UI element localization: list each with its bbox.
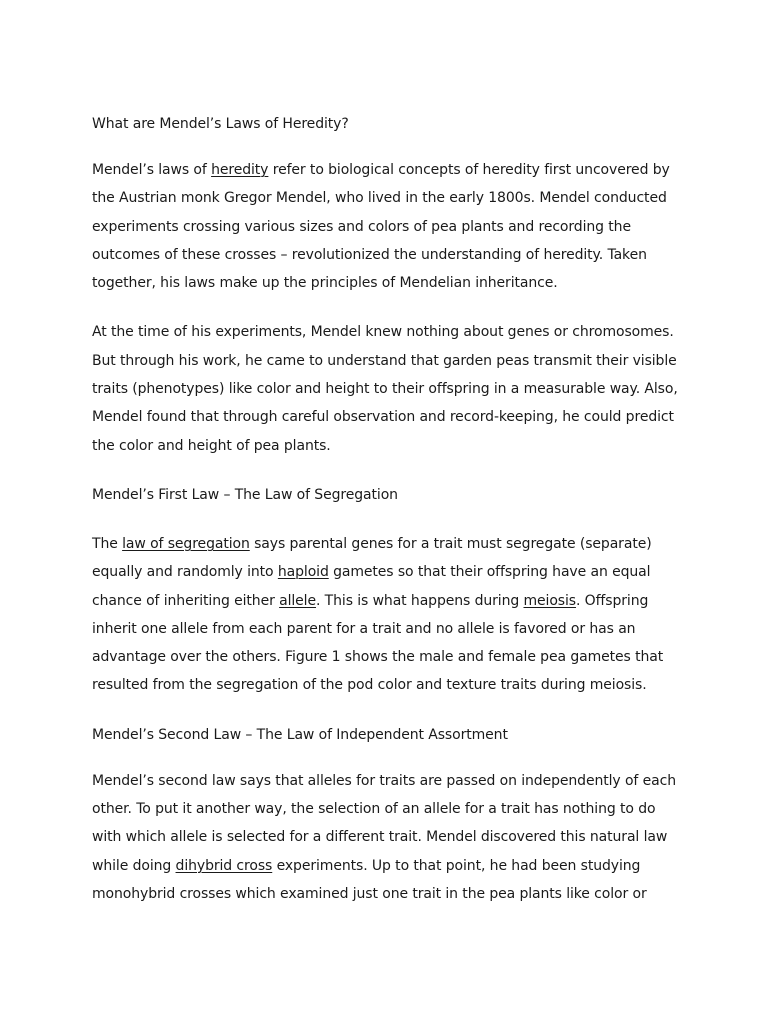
- paragraph-text: experiments. Up to that point, he had been studying monohybrid crosses which examined just one trait in the pea plants like color or: [92, 857, 647, 902]
- law-of-segregation-link[interactable]: law of segregation: [122, 535, 250, 552]
- document-title: What are Mendel’s Laws of Heredity?: [92, 116, 349, 132]
- section-heading-second-law: Mendel’s Second Law – The Law of Independent Assortment: [92, 726, 508, 743]
- document-body: [92, 110, 682, 908]
- paragraph-experiments: [92, 318, 682, 459]
- paragraph-independent-assortment: [92, 767, 682, 908]
- paragraph-text: Mendel’s second law says that alleles for traits are passed on independently of each other. To put it another way, the selection of an allele for a trait has nothing to do with which allele is selected for a different trait. Mendel discovered this natural law while doing: [92, 772, 676, 874]
- paragraph-segregation: [92, 530, 682, 700]
- dihybrid-cross-link[interactable]: dihybrid cross: [175, 857, 273, 874]
- haploid-link[interactable]: haploid: [277, 564, 329, 581]
- paragraph-text: gametes so that their offspring have an equal chance of inheriting either: [92, 564, 651, 609]
- allele-link[interactable]: allele: [279, 592, 316, 609]
- paragraph-text: At the time of his experiments, Mendel knew nothing about genes or chromosomes. But through his work, he came to understand that garden peas transmit their visible traits (phenotypes) like color and height to their offspring in a measurable way. Also, Mendel found that through careful observation and record-keeping, he could predict the color and height of pea plants.: [92, 324, 678, 454]
- meiosis-link[interactable]: meiosis: [523, 592, 576, 609]
- heredity-link[interactable]: heredity: [211, 162, 269, 178]
- paragraph-text: . This is what happens during: [315, 592, 524, 609]
- paragraph-text: refer to biological concepts of heredity first uncovered by the Austrian monk Gregor Mendel, who lived in the early 1800s. Mendel conducted experiments crossing various sizes and colors of pea plants and recording the outcomes of these crosses – revolutionized the understanding of heredity. Taken together, his laws make up the principles of Mendelian inheritance.: [92, 162, 670, 292]
- paragraph-intro: [92, 156, 682, 297]
- section-heading-first-law: Mendel’s First Law – The Law of Segregation: [92, 486, 398, 503]
- paragraph-text: The: [92, 535, 123, 552]
- paragraph-text: Mendel’s laws of: [92, 162, 212, 178]
- paragraph-text: says parental genes for a trait must segregate (separate) equally and randomly into: [92, 535, 652, 581]
- paragraph-text: . Offspring inherit one allele from each parent for a trait and no allele is favored or has an advantage over the others. Figure 1 shows the male and female pea gametes that resulted from the segregation of the pod color and texture traits during meiosis.: [92, 592, 664, 694]
